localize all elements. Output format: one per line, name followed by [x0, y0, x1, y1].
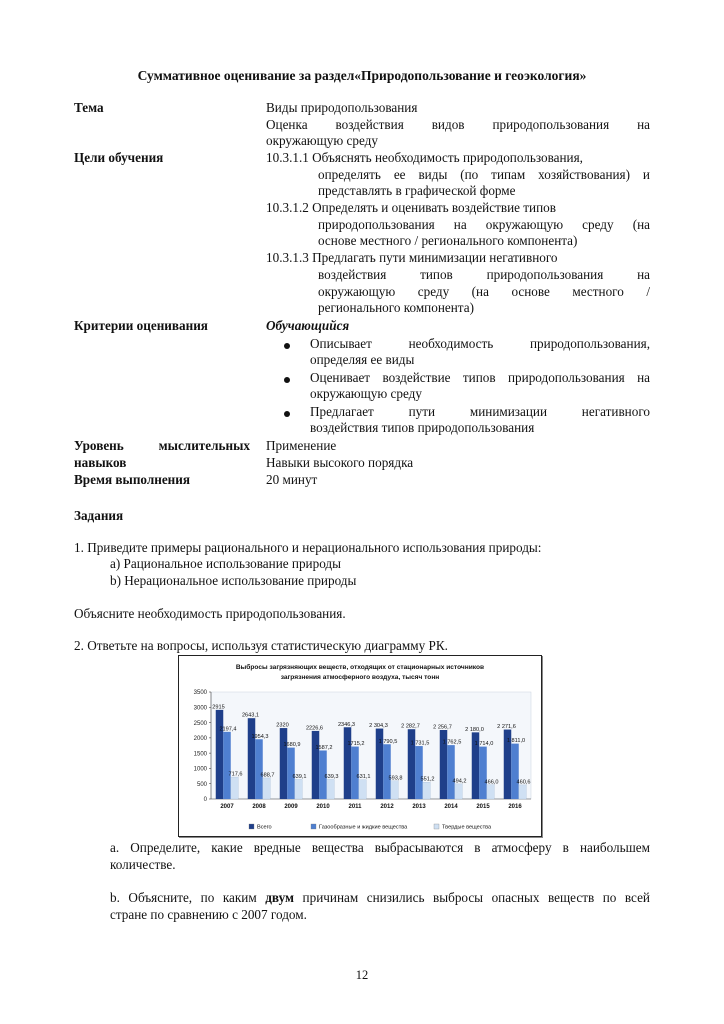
legend-label: Всего: [257, 824, 272, 831]
data-label: 717,6: [228, 771, 243, 778]
goal-line-10: регионального компонента): [318, 300, 474, 315]
data-label: 2226,6: [305, 725, 324, 732]
data-label: 2197,4: [219, 726, 237, 733]
data-label: 639,3: [324, 773, 339, 780]
legend-label: Твердые вещества: [442, 824, 492, 831]
x-tick-label: 2009: [284, 804, 298, 810]
level-value-2: Навыки высокого порядка: [266, 455, 414, 470]
legend-swatch: [311, 824, 316, 829]
data-label: 2 256,7: [433, 724, 452, 731]
data-label: 1954,3: [251, 733, 269, 740]
goal-line-6: основе местного / регионального компонента): [318, 233, 578, 248]
criterion-3-line-2: воздействия типов природопользования: [310, 420, 535, 435]
bar: [391, 781, 399, 799]
question-b-line-2: стране по сравнению с 2007 годом.: [110, 907, 307, 922]
x-tick-label: 2008: [252, 804, 266, 810]
data-label: 551,2: [420, 776, 435, 783]
chart-title: Выбросы загрязняющих веществ, отходящих от стационарных источников: [235, 664, 485, 671]
bar: [216, 710, 224, 799]
topic-line-1: Виды природопользования: [266, 100, 418, 115]
data-label: 2 282,7: [401, 723, 420, 730]
data-label: 1 790,5: [378, 738, 398, 745]
bar: [312, 731, 320, 799]
bar: [479, 747, 487, 799]
y-tick-label: 0: [203, 797, 207, 804]
data-label: 1 811,0: [506, 738, 526, 745]
data-label: 1587,2: [315, 744, 333, 751]
topic-line-3: окружающую среду: [266, 133, 378, 148]
x-tick-label: 2010: [316, 804, 330, 810]
question-a-line-1: a. Определите, какие вредные вещества выбрасываются в атмосферу в наибольшем: [110, 840, 650, 855]
data-label: 2320: [276, 722, 289, 729]
question-b-line-1: [110, 890, 650, 906]
legend-swatch: [434, 824, 439, 829]
bar: [255, 739, 263, 799]
goal-line-9: окружающую среду (на основе местного /: [318, 284, 650, 299]
data-label: 2643,1: [241, 712, 260, 719]
question-a-line-2: количестве.: [110, 857, 176, 872]
x-tick-label: 2007: [220, 804, 234, 810]
goals-label: Цели обучения: [74, 150, 164, 165]
bar: [344, 727, 352, 799]
bar: [487, 785, 495, 799]
task-1b-text: b) Нерациональное использование природы: [110, 573, 357, 588]
data-label: 1 762,5: [442, 739, 462, 746]
topic-label: Тема: [74, 100, 104, 115]
goal-line-5: природопользования на окружающую среду (на: [318, 217, 650, 232]
bar: [327, 779, 335, 799]
criteria-heading: Обучающийся: [266, 318, 350, 333]
bar: [351, 747, 359, 799]
emissions-chart: [178, 655, 542, 837]
legend-swatch: [249, 824, 254, 829]
level-value-1: Применение: [266, 438, 337, 453]
data-label: 593,8: [388, 775, 403, 782]
bullet-icon: [284, 339, 292, 347]
criterion-2-line-2: окружающую среду: [310, 386, 422, 401]
data-label: 2 271,6: [497, 724, 516, 731]
y-tick-label: 2000: [193, 736, 207, 743]
y-tick-label: 500: [196, 781, 207, 788]
goal-line-3: представлять в графической форме: [318, 183, 516, 198]
data-label: 1 714,0: [474, 741, 494, 748]
question-b-post: причинам снизились выбросы опасных веществ по всей: [294, 890, 650, 905]
page-title: Суммативное оценивание за раздел«Природопользование и геоэкология»: [137, 68, 587, 83]
data-label: 2 304,3: [369, 723, 388, 730]
data-label: 1715,2: [347, 741, 365, 748]
criterion-1-line-2: определяя ее виды: [310, 352, 415, 367]
time-label: Время выполнения: [74, 472, 191, 487]
tasks-heading: Задания: [74, 508, 124, 523]
goal-line-7: 10.3.1.3 Предлагать пути минимизации негативного: [266, 250, 558, 265]
explain-text: Объясните необходимость природопользования.: [74, 606, 346, 621]
bar: [223, 732, 231, 799]
page-number: 12: [355, 968, 369, 982]
bar: [447, 745, 455, 799]
criterion-3-line-1: Предлагает пути минимизации негативного: [310, 404, 650, 419]
bar: [359, 780, 367, 799]
criterion-2-line-1: Оценивает воздействие типов природопользования на: [310, 370, 650, 385]
chart-canvas: [179, 656, 541, 836]
bar: [248, 718, 256, 799]
level-label-1: Уровень мыслительных: [74, 438, 250, 453]
bullet-icon: [284, 407, 292, 415]
bar: [415, 746, 423, 799]
x-tick-label: 2016: [508, 804, 522, 810]
level-label-2: навыков: [74, 455, 127, 470]
topic-line-2: Оценка воздействия видов природопользования на: [266, 117, 650, 132]
task-1-text: 1. Приведите примеры рационального и нерационального использования природы:: [74, 540, 542, 555]
y-tick-label: 3000: [193, 705, 207, 712]
x-tick-label: 2014: [444, 804, 458, 810]
bar: [231, 777, 239, 799]
chart-title: загрязнения атмосферного воздуха, тысяч тонн: [280, 674, 440, 681]
bar: [383, 744, 391, 799]
goal-line-1: 10.3.1.1 Объяснять необходимость природопользования,: [266, 150, 583, 165]
task-2-text: 2. Ответьте на вопросы, используя статистическую диаграмму РК.: [74, 638, 448, 653]
bar: [263, 778, 271, 799]
data-label: 2346,3: [337, 721, 356, 728]
data-label: 466,0: [484, 779, 499, 786]
y-tick-label: 3500: [193, 690, 207, 697]
bar: [423, 782, 431, 799]
question-b-emphasis: двум: [265, 890, 294, 905]
data-label: 2915: [212, 704, 225, 711]
goal-line-2: определять ее виды (по типам хозяйствования) и: [318, 167, 650, 182]
data-label: 494,2: [452, 778, 467, 785]
bar: [519, 785, 527, 799]
goal-line-8: воздействия типов природопользования на: [318, 267, 650, 282]
data-label: 1680,9: [283, 742, 301, 749]
data-label: 631,1: [356, 774, 371, 781]
bullet-icon: [284, 373, 292, 381]
data-label: 2 180,0: [465, 726, 484, 733]
x-tick-label: 2013: [412, 804, 426, 810]
data-label: 688,7: [260, 772, 275, 779]
legend-label: Газообразные и жидкие вещества: [319, 824, 408, 831]
x-tick-label: 2015: [476, 804, 490, 810]
y-tick-label: 2500: [193, 720, 207, 727]
x-tick-label: 2011: [348, 804, 362, 810]
y-tick-label: 1000: [193, 766, 207, 773]
bar: [455, 784, 463, 799]
task-1a-text: a) Рациональное использование природы: [110, 556, 341, 571]
y-tick-label: 1500: [193, 751, 207, 758]
data-label: 460,6: [516, 779, 531, 786]
x-tick-label: 2012: [380, 804, 394, 810]
criterion-1-line-1: Описывает необходимость природопользования,: [310, 336, 650, 351]
time-value: 20 минут: [266, 472, 318, 487]
goal-line-4: 10.3.1.2 Определять и оценивать воздействие типов: [266, 200, 556, 215]
data-label: 639,1: [292, 773, 307, 780]
question-b-pre: b. Объясните, по каким: [110, 890, 266, 905]
criteria-label: Критерии оценивания: [74, 318, 208, 333]
bar: [511, 744, 519, 799]
bar: [280, 728, 288, 799]
data-label: 1 731,5: [410, 740, 430, 747]
bar: [295, 779, 303, 799]
